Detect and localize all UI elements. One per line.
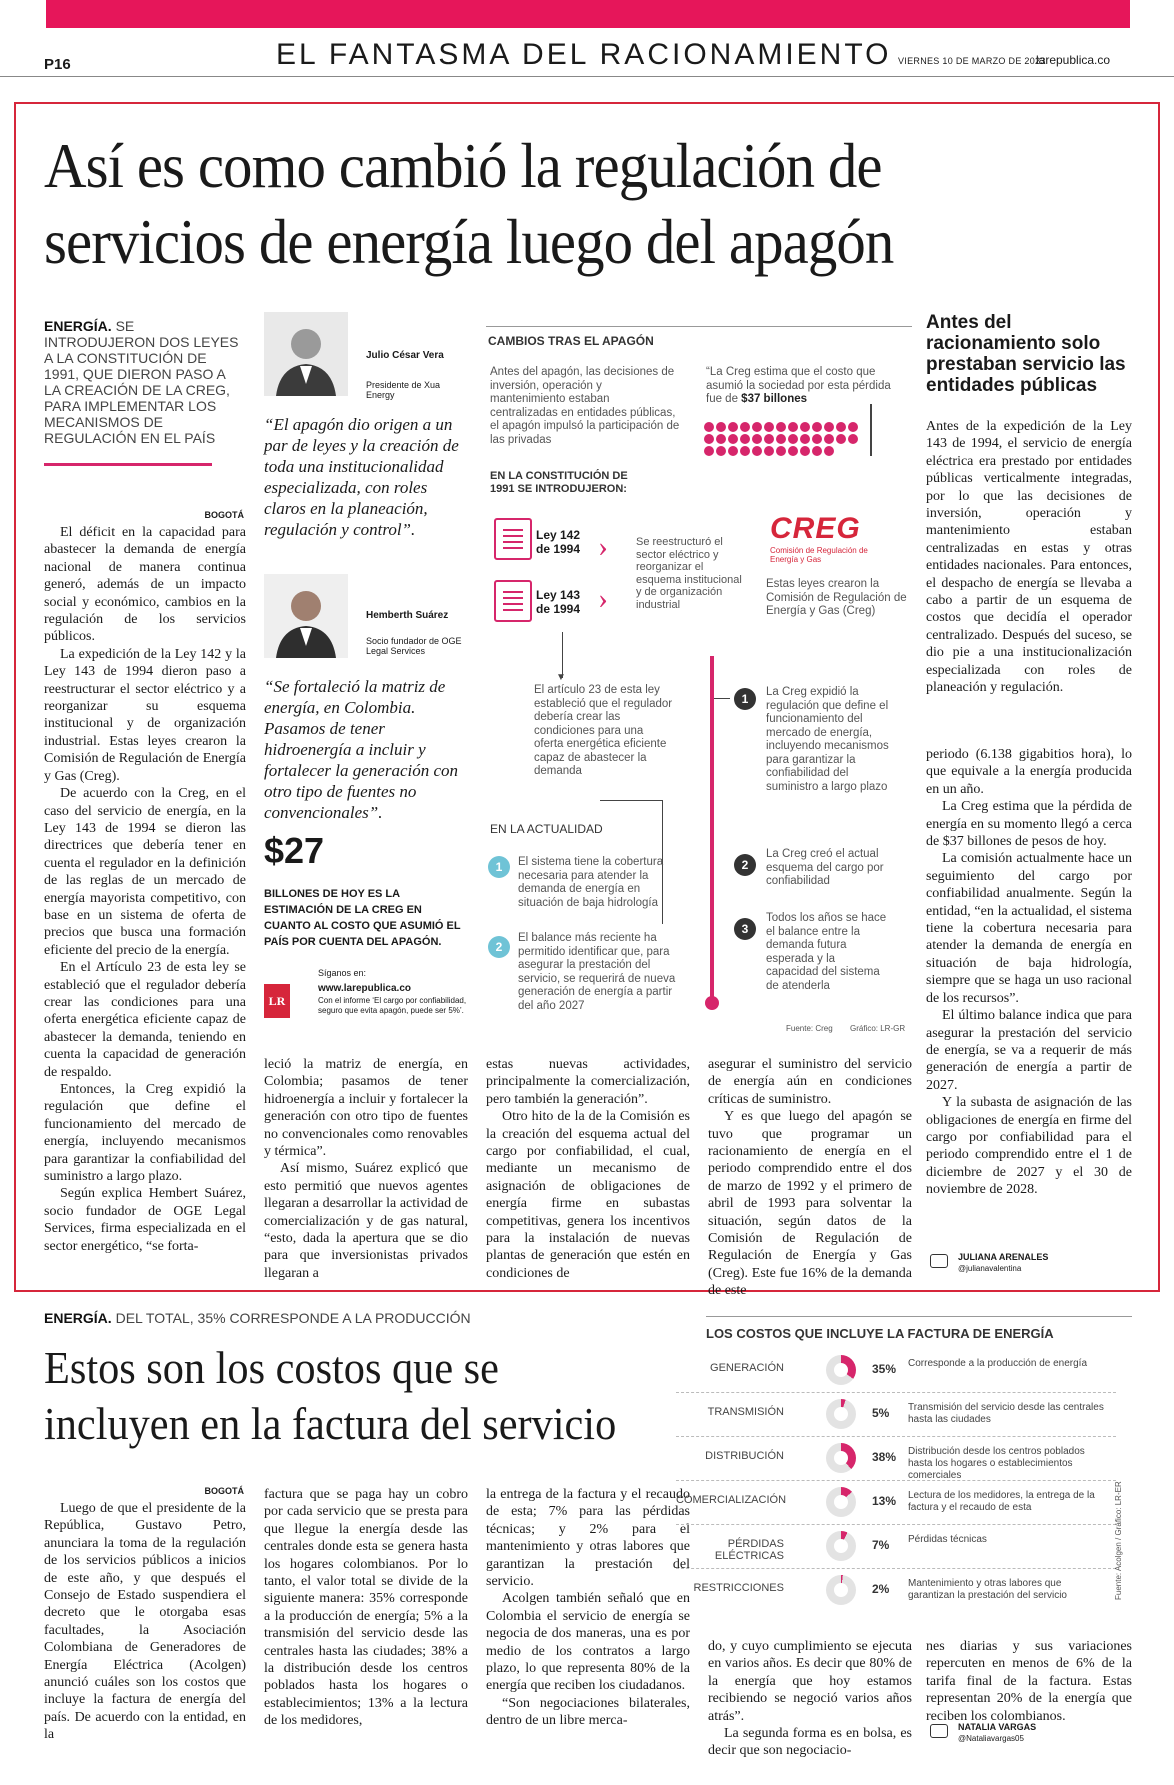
callout-line: [870, 404, 872, 456]
top-color-bar: [46, 0, 1130, 28]
cost-dot: [812, 422, 822, 432]
kicker-underline: [44, 463, 212, 466]
paragraph: La expedición de la Ley 142 y la Ley 143 de 1994 dieron paso a reestructurar el sector eléctrico y a reorganizar su esquema institucional y de organización industrial. Estas leyes crearon la Comisión de Regulación de Energía y Gas (Creg).: [44, 646, 246, 784]
cost-dot: [716, 422, 726, 432]
infographic-estimate: [706, 366, 896, 407]
paragraph: la entrega de la factura y el recaudo de esta; 7% para las pérdidas técnicas; y 2% para el mantenimiento y otras labores que garantizan la prestación del servicio.: [486, 1487, 690, 1590]
infographic-credit: Gráfico: LR-GR: [850, 1024, 906, 1033]
cost-category-label: DISTRIBUCIÓN: [705, 1450, 784, 1462]
stat-caption: BILLONES DE HOY ES LA ESTIMACIÓN DE LA CREG EN CUANTO AL COSTO QUE ASUMIÓ EL PAÍS POR CUENTA DEL APAGÓN.: [264, 888, 461, 948]
cost-dot: [800, 422, 810, 432]
kicker-text: SE INTRODUJERON DOS LEYES A LA CONSTITUCIÓN DE 1991, QUE DIERON PASO A LA CREACIÓN DE LA CREG, PARA IMPLEMENTAR LOS MECANISMOS DE REGULACIÓN EN EL PAÍS: [44, 318, 239, 446]
cost-dot: [788, 446, 798, 456]
cost-row: [676, 1524, 1116, 1568]
now-item-2-text: El balance más reciente ha permitido identificar que, para asegurar la prestación del servicio, se requerirá de nueva generación de energía a partir del año 2027: [518, 932, 676, 1012]
paragraph: factura que se paga hay un cobro por cada servicio que se presta para que llegue la energía desde las centrales donde esta se genera hasta los hogares colombianos. Por lo tanto, el valor total se divide de la siguiente manera: 35% corresponde a la producción de energía; 5% a la transmisión del servicio desde las centrales hasta las ciudades; 38% a la distribución desde los centros poblados hasta los hogares o establecimientos; 13% a la lectura de los medidores,: [264, 1487, 468, 1729]
article2-column-1: [44, 1500, 246, 1780]
infographic-source: Fuente: Creg: [786, 1024, 833, 1033]
creg-description: Estas leyes crearon la Comisión de Regulación de Energía y Gas (Creg): [766, 578, 907, 617]
timeline-end-dot: [705, 996, 719, 1010]
timeline-step-1-badge: 1: [734, 688, 756, 710]
cost-dot: [800, 434, 810, 444]
chart-rule: [706, 1316, 1132, 1317]
document-icon: [494, 518, 532, 560]
timeline-step-3-badge: 3: [734, 918, 756, 940]
cost-dot: [740, 422, 750, 432]
paragraph: Otro hito de la de la Comisión es la creación del esquema actual del cargo por confiabilidad, el cual, mediante un mecanismo de asignación de obligaciones de energía firme en subastas competitivas, genera los incentivos para la instalación de nuevas plantas de generación que estén en condiciones de: [486, 1109, 690, 1281]
paragraph: Entonces, la Creg expidió la regulación que define el funcionamiento del mercado de energía, incluyendo mecanismos para garantizar la confiabilidad del suministro a largo plazo.: [44, 1082, 246, 1185]
article-kicker: [44, 318, 244, 446]
cost-chart: [676, 1348, 1126, 1618]
timeline-bar: [710, 656, 714, 1000]
cost-category-label: GENERACIÓN: [710, 1362, 784, 1374]
avatar-hemberth-suarez: [264, 574, 348, 658]
header-divider: [0, 76, 1174, 77]
document-icon: [494, 580, 532, 622]
paragraph: Y es que luego del apagón se tuvo que programar un racionamiento de energía en el periodo comprendido entre el dos de marzo de 1992 y el primero de abril de 1993 para solventar la situación, según datos de la Comisión de Regulación de Regulación de Energía y Gas (Creg). Este fue 16% de la demanda de este: [708, 1109, 912, 1299]
quote2-text: “Se fortaleció la matriz de energía, en Colombia. Pasamos de tener hidroenergía a incluir y fortalecer la generación con otro tipo de fuentes no convencionales”.: [264, 677, 459, 822]
cost-category-label: COMERCIALIZACIÓN: [676, 1494, 787, 1506]
cost-description: Transmisión del servicio desde las centrales hasta las ciudades: [908, 1402, 1104, 1425]
cost-percent: 13%: [872, 1494, 897, 1508]
paragraph: nes diarias y sus variaciones repercuten en menos de 6% de la tarifa final de la factura. Estas representan 20% de la energía que reciben los colombianos.: [926, 1639, 1132, 1724]
cost-dot: [764, 446, 774, 456]
dateline-city: BOGOTÁ: [204, 1486, 244, 1496]
author-name: NATALIA VARGAS: [958, 1722, 1037, 1732]
chart-source: Fuente: Acolgen / Gráfico: LR-ER: [1114, 1481, 1123, 1600]
paragraph: La segunda forma es en bolsa, es decir que son negociacio-: [708, 1726, 912, 1759]
cost-dot: [764, 422, 774, 432]
constitution-label: EN LA CONSTITUCIÓN DE 1991 SE INTRODUJERON:: [490, 470, 628, 495]
cost-category-label: RESTRICCIONES: [693, 1582, 784, 1594]
cost-row: [676, 1392, 1116, 1436]
paragraph: El último balance indica que para asegurar la prestación del servicio de energía, se va a requerir de más generación de energía a partir de 2027.: [926, 1008, 1132, 1093]
timeline-step-1-text: La Creg expidió la regulación que define el funcionamiento del mercado de energía, incluyendo mecanismos para garantizar la confiabilidad del suministro a largo plazo: [766, 686, 889, 793]
cost-row: [676, 1480, 1116, 1524]
cost-donut: [826, 1575, 856, 1605]
cost-description: Distribución desde los centros poblados hasta los hogares o establecimientos comerciales: [908, 1446, 1085, 1481]
paragraph: “Son negociaciones bilaterales, dentro de un libre merca-: [486, 1695, 690, 1729]
quote1-text: “El apagón dio origen a un par de leyes y la creación de toda una institucionalidad especializada, con roles claros en la planeación, regulación y control”.: [264, 415, 459, 539]
chart-title: LOS COSTOS QUE INCLUYE LA FACTURA DE ENERGÍA: [706, 1326, 1054, 1341]
row-divider: [676, 1568, 1116, 1569]
quote1-role: Presidente de Xua Energy: [366, 380, 441, 400]
kicker-label: ENERGÍA.: [44, 1310, 112, 1326]
article-column-3: [486, 1056, 690, 1284]
sidebar-title: Antes del racionamiento solo prestaban servicio las entidades públicas: [926, 312, 1126, 396]
cost-dot: [824, 434, 834, 444]
page-number: P16: [44, 56, 71, 73]
author-handle[interactable]: @julianavalentina: [958, 1264, 1022, 1273]
article2-column-2: [264, 1486, 468, 1780]
cost-dot: [752, 434, 762, 444]
connector-line: [600, 800, 663, 801]
cost-dot: [752, 422, 762, 432]
paragraph: Antes de la expedición de la Ley 143 de 1994, el servicio de energía eléctrica era prestado por entidades públicas verticalmente integradas, por lo que las decisiones de inversión, operación y mantenimiento estaban centralizadas en estas y otras entidades nacionales. Para entonces, el despacho de energía se llevaba a cabo a partir de un esquema de costos que decidía el operador centralizado. Después del suceso, se dio pie a una institucionalización especializada con roles de planeación y regulación.: [926, 419, 1132, 696]
cost-dot: [776, 434, 786, 444]
cost-dot: [776, 422, 786, 432]
avatar-julio-cesar-vera: [264, 312, 348, 396]
now-item-2-badge: 2: [488, 936, 510, 958]
law-142-label: Ley 142 de 1994: [536, 528, 581, 556]
now-item-1-text: El sistema tiene la cobertura necesaria para atender la demanda de energía en situación de baja hidrología: [518, 856, 664, 909]
row-divider: [676, 1480, 1116, 1481]
stat-value: $27: [264, 830, 325, 871]
cost-dot: [752, 446, 762, 456]
cost-dot: [716, 434, 726, 444]
kicker-text: DEL TOTAL, 35% CORRESPONDE A LA PRODUCCIÓN: [115, 1310, 471, 1326]
cost-dot: [800, 446, 810, 456]
arrow-down-icon: ▼: [556, 672, 566, 683]
paragraph: asegurar el suministro del servicio de energía aún en condiciones críticas de suministro.: [708, 1057, 912, 1107]
author-handle[interactable]: @Nataliavargas05: [958, 1734, 1024, 1743]
quote1-name: Julio César Vera: [366, 350, 444, 361]
kicker-label: ENERGÍA.: [44, 318, 112, 334]
cost-dot: [788, 422, 798, 432]
dot-matrix: [704, 422, 864, 470]
cost-dot: [836, 434, 846, 444]
cost-dot: [704, 422, 714, 432]
cost-description: Mantenimiento y otras labores que garantizan la prestación del servicio: [908, 1578, 1067, 1601]
cost-donut: [826, 1355, 856, 1385]
chat-icon: [930, 1724, 948, 1738]
timeline-step-2-text: La Creg creó el actual esquema del cargo por confiabilidad: [766, 848, 884, 887]
cost-dot: [848, 434, 858, 444]
cost-dot: [728, 434, 738, 444]
article2-kicker: [44, 1310, 471, 1326]
cost-row: [676, 1568, 1116, 1612]
cost-dot: [704, 446, 714, 456]
cost-row: [676, 1348, 1116, 1392]
cost-dot: [848, 422, 858, 432]
connector-line: [714, 698, 730, 699]
cost-description: Lectura de los medidores, la entrega de la factura y el recaudo de esta: [908, 1490, 1095, 1513]
dateline: VIERNES 10 DE MARZO DE 2023: [898, 56, 1046, 66]
row-divider: [676, 1436, 1116, 1437]
cost-percent: 5%: [872, 1406, 890, 1420]
article2-column-4: [708, 1638, 912, 1780]
cost-dot: [812, 446, 822, 456]
lr-logo: LR: [264, 984, 290, 1018]
cost-dot: [704, 434, 714, 444]
infographic-title: CAMBIOS TRAS EL APAGÓN: [488, 334, 654, 348]
paragraph: Así mismo, Suárez explicó que esto permitió que nuevos agentes llegaran a desarrollar la actividad de comercialización y de gas natural, “esto, dada la apertura que se dio para que inversionistas privados llegaran a: [264, 1161, 468, 1281]
article-column-4: [708, 1056, 912, 1299]
paragraph: El déficit en la capacidad para abastecer la demanda de energía nacional de manera continua generó, además de un impacto social y económico, cambios en la regulación de los servicios públicos.: [44, 525, 246, 645]
quote2-role: Socio fundador de OGE Legal Services: [366, 636, 462, 656]
cost-percent: 7%: [872, 1538, 890, 1552]
follow-label: Síganos en:: [318, 968, 367, 978]
paragraph: De acuerdo con la Creg, en el caso del servicio de energía, en la Ley 143 de 1994 se dieron las directrices que debería tener en cuenta el regulador en la definición de las reglas de un mercado de energía mayorista competitivo, con base en un sistema de oferta de precios que busca una formación eficiente del precio de la energía.: [44, 786, 246, 958]
estimate-text: “La Creg estima que el costo que asumió la sociedad por esta pérdida fue de: [706, 366, 891, 405]
cost-donut: [826, 1443, 856, 1473]
cost-donut: [826, 1531, 856, 1561]
cost-dot: [740, 446, 750, 456]
chevron-right-icon: ›: [598, 530, 608, 563]
article-column-1: [44, 524, 246, 1280]
law-description: Se reestructuró el sector eléctrico y reorganizar el esquema institucional y de organización industrial: [636, 536, 742, 611]
cost-dot: [788, 434, 798, 444]
creg-logo-subtitle: Comisión de Regulación de Energía y Gas: [770, 546, 868, 564]
timeline-step-2-badge: 2: [734, 854, 756, 876]
article-23-note: El artículo 23 de esta ley estableció que el regulador debería crear las condiciones para una oferta energética eficiente capaz de abastecer la demanda: [534, 684, 673, 777]
timeline-step-3-text: Todos los años se hace el balance entre la demanda futura esperada y la capacidad del sistema de atenderla: [766, 912, 887, 992]
creg-logo: CREG: [770, 512, 861, 545]
cost-dot: [740, 434, 750, 444]
cost-dot: [728, 446, 738, 456]
cost-dot: [776, 446, 786, 456]
row-divider: [676, 1524, 1116, 1525]
article-column-5: [926, 746, 1132, 1248]
cost-dot: [836, 422, 846, 432]
sidebar-column: [926, 418, 1132, 748]
infographic-intro: Antes del apagón, las decisiones de inversión, operación y mantenimiento estaban centralizadas en entidades públicas, el apagón impulsó la participación de las privadas: [490, 366, 680, 446]
paragraph: periodo (6.138 gigabitios hora), lo que equivale a la energía producida en un año.: [926, 747, 1132, 797]
paragraph: La Creg estima que la pérdida de energía en su momento llegó a cerca de $37 billones de pesos de hoy.: [926, 799, 1132, 850]
follow-note: Con el informe ‘El cargo por confiabilidad, seguro que evita apagón, puede ser 5%’.: [318, 996, 467, 1015]
paragraph: estas nuevas actividades, principalmente la comercialización, pero también la generación”.: [486, 1057, 690, 1107]
dateline-city: BOGOTÁ: [204, 510, 244, 520]
law-143-label: Ley 143 de 1994: [536, 588, 581, 616]
cost-dot: [764, 434, 774, 444]
paragraph: La comisión actualmente hace un seguimiento del cargo por confiabilidad anualmente. Según la entidad, “en la actualidad, el sistema tiene la cobertura necesaria para atender la demanda de energía en situación de baja hidrología, siempre que se haga un uso racional de los recursos”.: [926, 851, 1132, 1006]
article2-title: Estos son los costos que se incluyen en la factura del servicio: [44, 1342, 617, 1449]
paragraph: Y la subasta de asignación de las obligaciones de energía en firme del cargo por confiabilidad para el periodo comprendido entre el 1 de diciembre de 2027 y el 30 de noviembre de 2028.: [926, 1095, 1132, 1198]
cost-dot: [716, 446, 726, 456]
cost-description: Pérdidas técnicas: [908, 1534, 987, 1545]
paragraph: Según explica Hembert Suárez, socio fundador de OGE Legal Services, firma especializada en el sector energético, “se forta-: [44, 1186, 246, 1254]
section-title: EL FANTASMA DEL RACIONAMIENTO: [276, 38, 892, 71]
cost-dot: [824, 422, 834, 432]
chat-icon: [930, 1254, 948, 1268]
cost-dot: [812, 434, 822, 444]
paragraph: leció la matriz de energía, en Colombia; pasamos de tener hidroenergía a incluir y fortalecer la generación con otro tipo de fuentes no convencionales como renovables y térmica”.: [264, 1057, 468, 1160]
cost-donut: [826, 1487, 856, 1517]
chevron-right-icon: ›: [598, 582, 608, 615]
cost-percent: 35%: [872, 1362, 897, 1376]
cost-percent: 38%: [872, 1450, 897, 1464]
author-name: JULIANA ARENALES: [958, 1252, 1049, 1262]
cost-description: Corresponde a la producción de energía: [908, 1358, 1088, 1369]
paragraph: Luego de que el presidente de la República, Gustavo Petro, anunciara la toma de la regulación de los servicios públicos a inicios de este año, y que después el Consejo de Estado suspendiera el decreto que le otorgaba esas facultades, la Asociación Colombiana de Generadores de Energía Eléctrica (Acolgen) anunció cuáles son los costos que incluye la factura de energía del país. De acuerdo con la entidad, en la: [44, 1501, 246, 1743]
paragraph: do, y cuyo cumplimiento se ejecuta en varios años. Es decir que 80% de la energía que hoy estamos recibiendo se negoció varios años atrás”.: [708, 1639, 912, 1724]
cost-percent: 2%: [872, 1582, 890, 1596]
cost-category-label: TRANSMISIÓN: [707, 1406, 784, 1418]
cost-dot: [824, 446, 834, 456]
article2-column-3: [486, 1486, 690, 1780]
estimate-value: $37 billones: [741, 393, 808, 405]
follow-url[interactable]: www.larepublica.co: [318, 983, 411, 994]
now-item-1-badge: 1: [488, 856, 510, 878]
article-column-2: [264, 1056, 468, 1284]
paragraph: En el Artículo 23 de esta ley se estableció que el regulador debería crear las condiciones para una oferta energética eficiente capaz de abastecer la demanda, teniendo en cuenta la capacidad de generación de respaldo.: [44, 960, 246, 1080]
cost-donut: [826, 1399, 856, 1429]
quote2-name: Hemberth Suárez: [366, 610, 449, 621]
cost-category-label: PÉRDIDAS ELÉCTRICAS: [714, 1538, 784, 1562]
now-title: EN LA ACTUALIDAD: [490, 822, 603, 836]
cost-dot: [728, 422, 738, 432]
paragraph: Acolgen también señaló que en Colombia el servicio de energía se negocia de dos maneras, una es por medio de los contratos a largo plazo, lo que representa 80% de la energía que reciben los ciudadanos.: [486, 1591, 690, 1694]
cost-row: [676, 1436, 1116, 1480]
row-divider: [676, 1392, 1116, 1393]
article-title: Así es como cambió la regulación de servicios de energía luego del apagón: [44, 130, 894, 277]
infographic-rule: [486, 326, 912, 327]
site-url[interactable]: larepublica.co: [1036, 53, 1111, 67]
